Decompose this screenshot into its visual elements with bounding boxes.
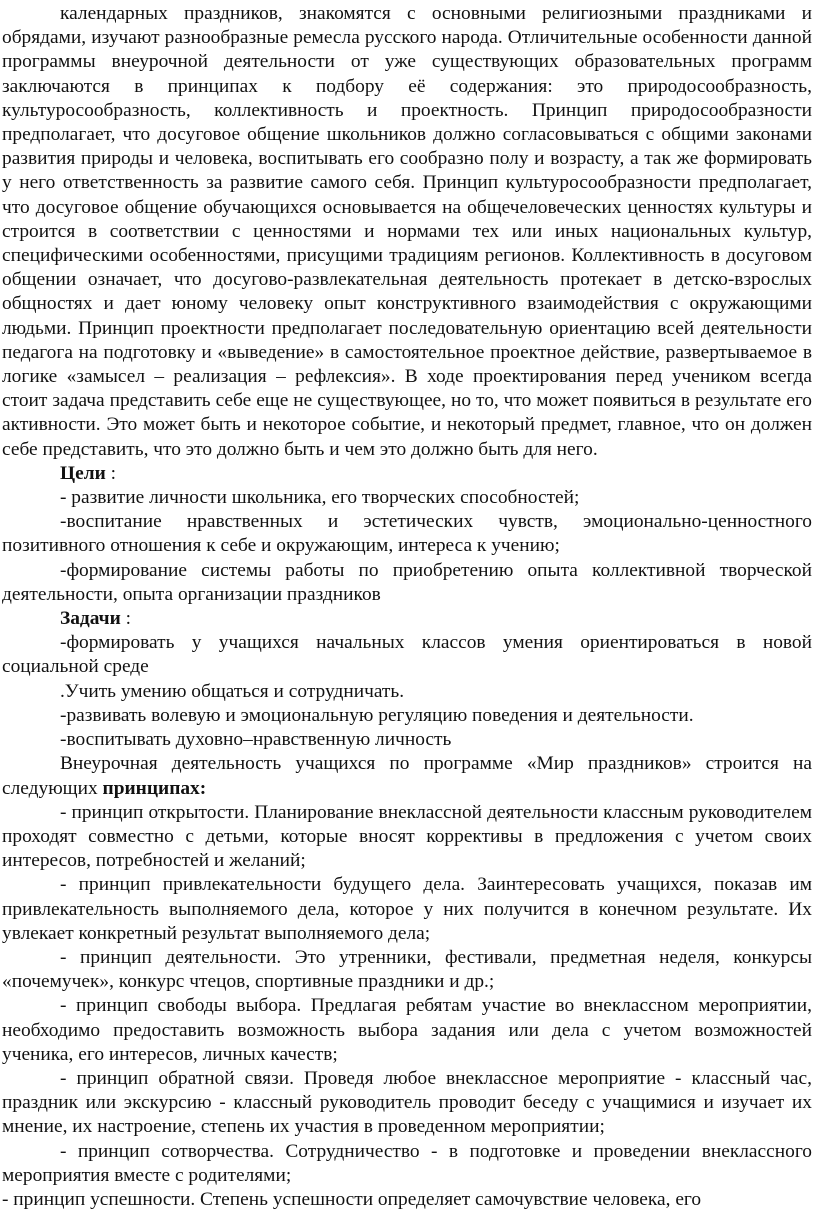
tasks-colon: : bbox=[120, 608, 132, 630]
task-item: -воспитывать духовно–нравственную личность bbox=[60, 729, 452, 751]
tasks-heading: Задачи bbox=[60, 608, 121, 630]
goals-heading: Цели bbox=[60, 462, 106, 484]
principle-item: - принцип сотворчества. Сотрудничество - в подготовке и проведении внеклассного мероприятия вместе с родителями; bbox=[2, 1140, 812, 1186]
task-item: .Учить умению общаться и сотрудничать. bbox=[60, 680, 405, 702]
goals-heading-line bbox=[2, 462, 812, 486]
principles-word: принципах: bbox=[102, 777, 207, 799]
last-line: - принцип успешности. Степень успешности определяет самочувствие человека, его bbox=[2, 1188, 702, 1210]
goal-item: -воспитание нравственных и эстетических чувств, эмоционально-ценностного позитивного отношения к себе и окружающим, интереса к учению; bbox=[2, 511, 812, 557]
principle-item: - принцип деятельности. Это утренники, фестивали, предметная неделя, конкурсы «почемучек», конкурс чтецов, спортивные праздники и др.; bbox=[2, 946, 812, 993]
principles-intro-text: Внеурочная деятельность учащихся по программе «Мир праздников» строится на следующих bbox=[2, 753, 812, 799]
intro-paragraph: календарных праздников, знакомятся с основными религиозными праздниками и обрядами, изучают разнообразные ремесла русского народа. Отличительные особенности данной программы внеурочной деятельности от уже существующих образовательных программ заключаются в принципах к подбору её содержания: это природосообразность, культуросообразность, коллективность и проектность. Принцип природосообразности предполагает, что досуговое общение школьников должно согласовываться с общими законами развития природы и человека, воспитывать его сообразно полу и возрасту, а так же формировать у него ответственность за развитие самого себя. Принцип культуросообразности предполагает, что досуговое общение обучающихся основывается на общечеловеческих ценностях культуры и строится в соответствии с ценностями и нормами тех или иных национальных культур, специфическими особенностями, присущими традициям регионов. Коллективность в досуговом общении означает, что досугово-развлекательная деятельность протекает в детско-взрослых общностях и дает юному человеку опыт конструктивного взаимодействия с окружающими людьми. Принцип проектности предполагает последовательную ориентацию всей деятельности педагога на подготовку и «выведение» в самостоятельное проектное действие, развертываемое в логике «замысел – реализация – рефлексия». В ходе проектирования перед учеником всегда стоит задача представить себе еще не существующее, но то, что может появиться в результате его активности. Это может быть и некоторое событие, и некоторый предмет, главное, что он должен себе представить, что это должно быть и чем это должно быть для него. bbox=[2, 3, 812, 460]
task-item: -формировать у учащихся начальных классов умения ориентироваться в новой социальной среде bbox=[2, 632, 812, 678]
principle-item: - принцип обратной связи. Проведя любое внеклассное мероприятие - классный час, праздник или экскурсию - классный руководитель проводит беседу с учащимися и изучает их мнение, их настроение, степень их участия в проведенном мероприятии; bbox=[2, 1067, 812, 1138]
principle-item: - принцип открытости. Планирование внеклассной деятельности классным руководителем проходят совместно с детьми, которые вносят коррективы в предложения с учетом своих интересов, потребностей и желаний; bbox=[2, 801, 812, 872]
goal-item: -формирование системы работы по приобретению опыта коллективной творческой деятельности, опыта организации праздников bbox=[2, 559, 812, 605]
task-item: -развивать волевую и эмоциональную регуляцию поведения и деятельности. bbox=[60, 704, 694, 726]
tasks-heading-line bbox=[2, 607, 812, 631]
principle-item: - принцип свободы выбора. Предлагая ребятам участие во внеклассном мероприятии, необходимо предоставить возможность выбора задания или дела с учетом возможностей ученика, его интересов, личных качеств; bbox=[2, 995, 812, 1065]
principle-item: - принцип привлекательности будущего дела. Заинтересовать учащихся, показав им привлекательность выполняемого дела, которое у них получится в конечном результате. Их увлекает конкретный результат выполняемого дела; bbox=[2, 874, 812, 944]
principles-intro-paragraph bbox=[2, 752, 812, 800]
goal-item: - развитие личности школьника, его творческих способностей; bbox=[60, 487, 580, 509]
goals-colon: : bbox=[105, 462, 116, 484]
